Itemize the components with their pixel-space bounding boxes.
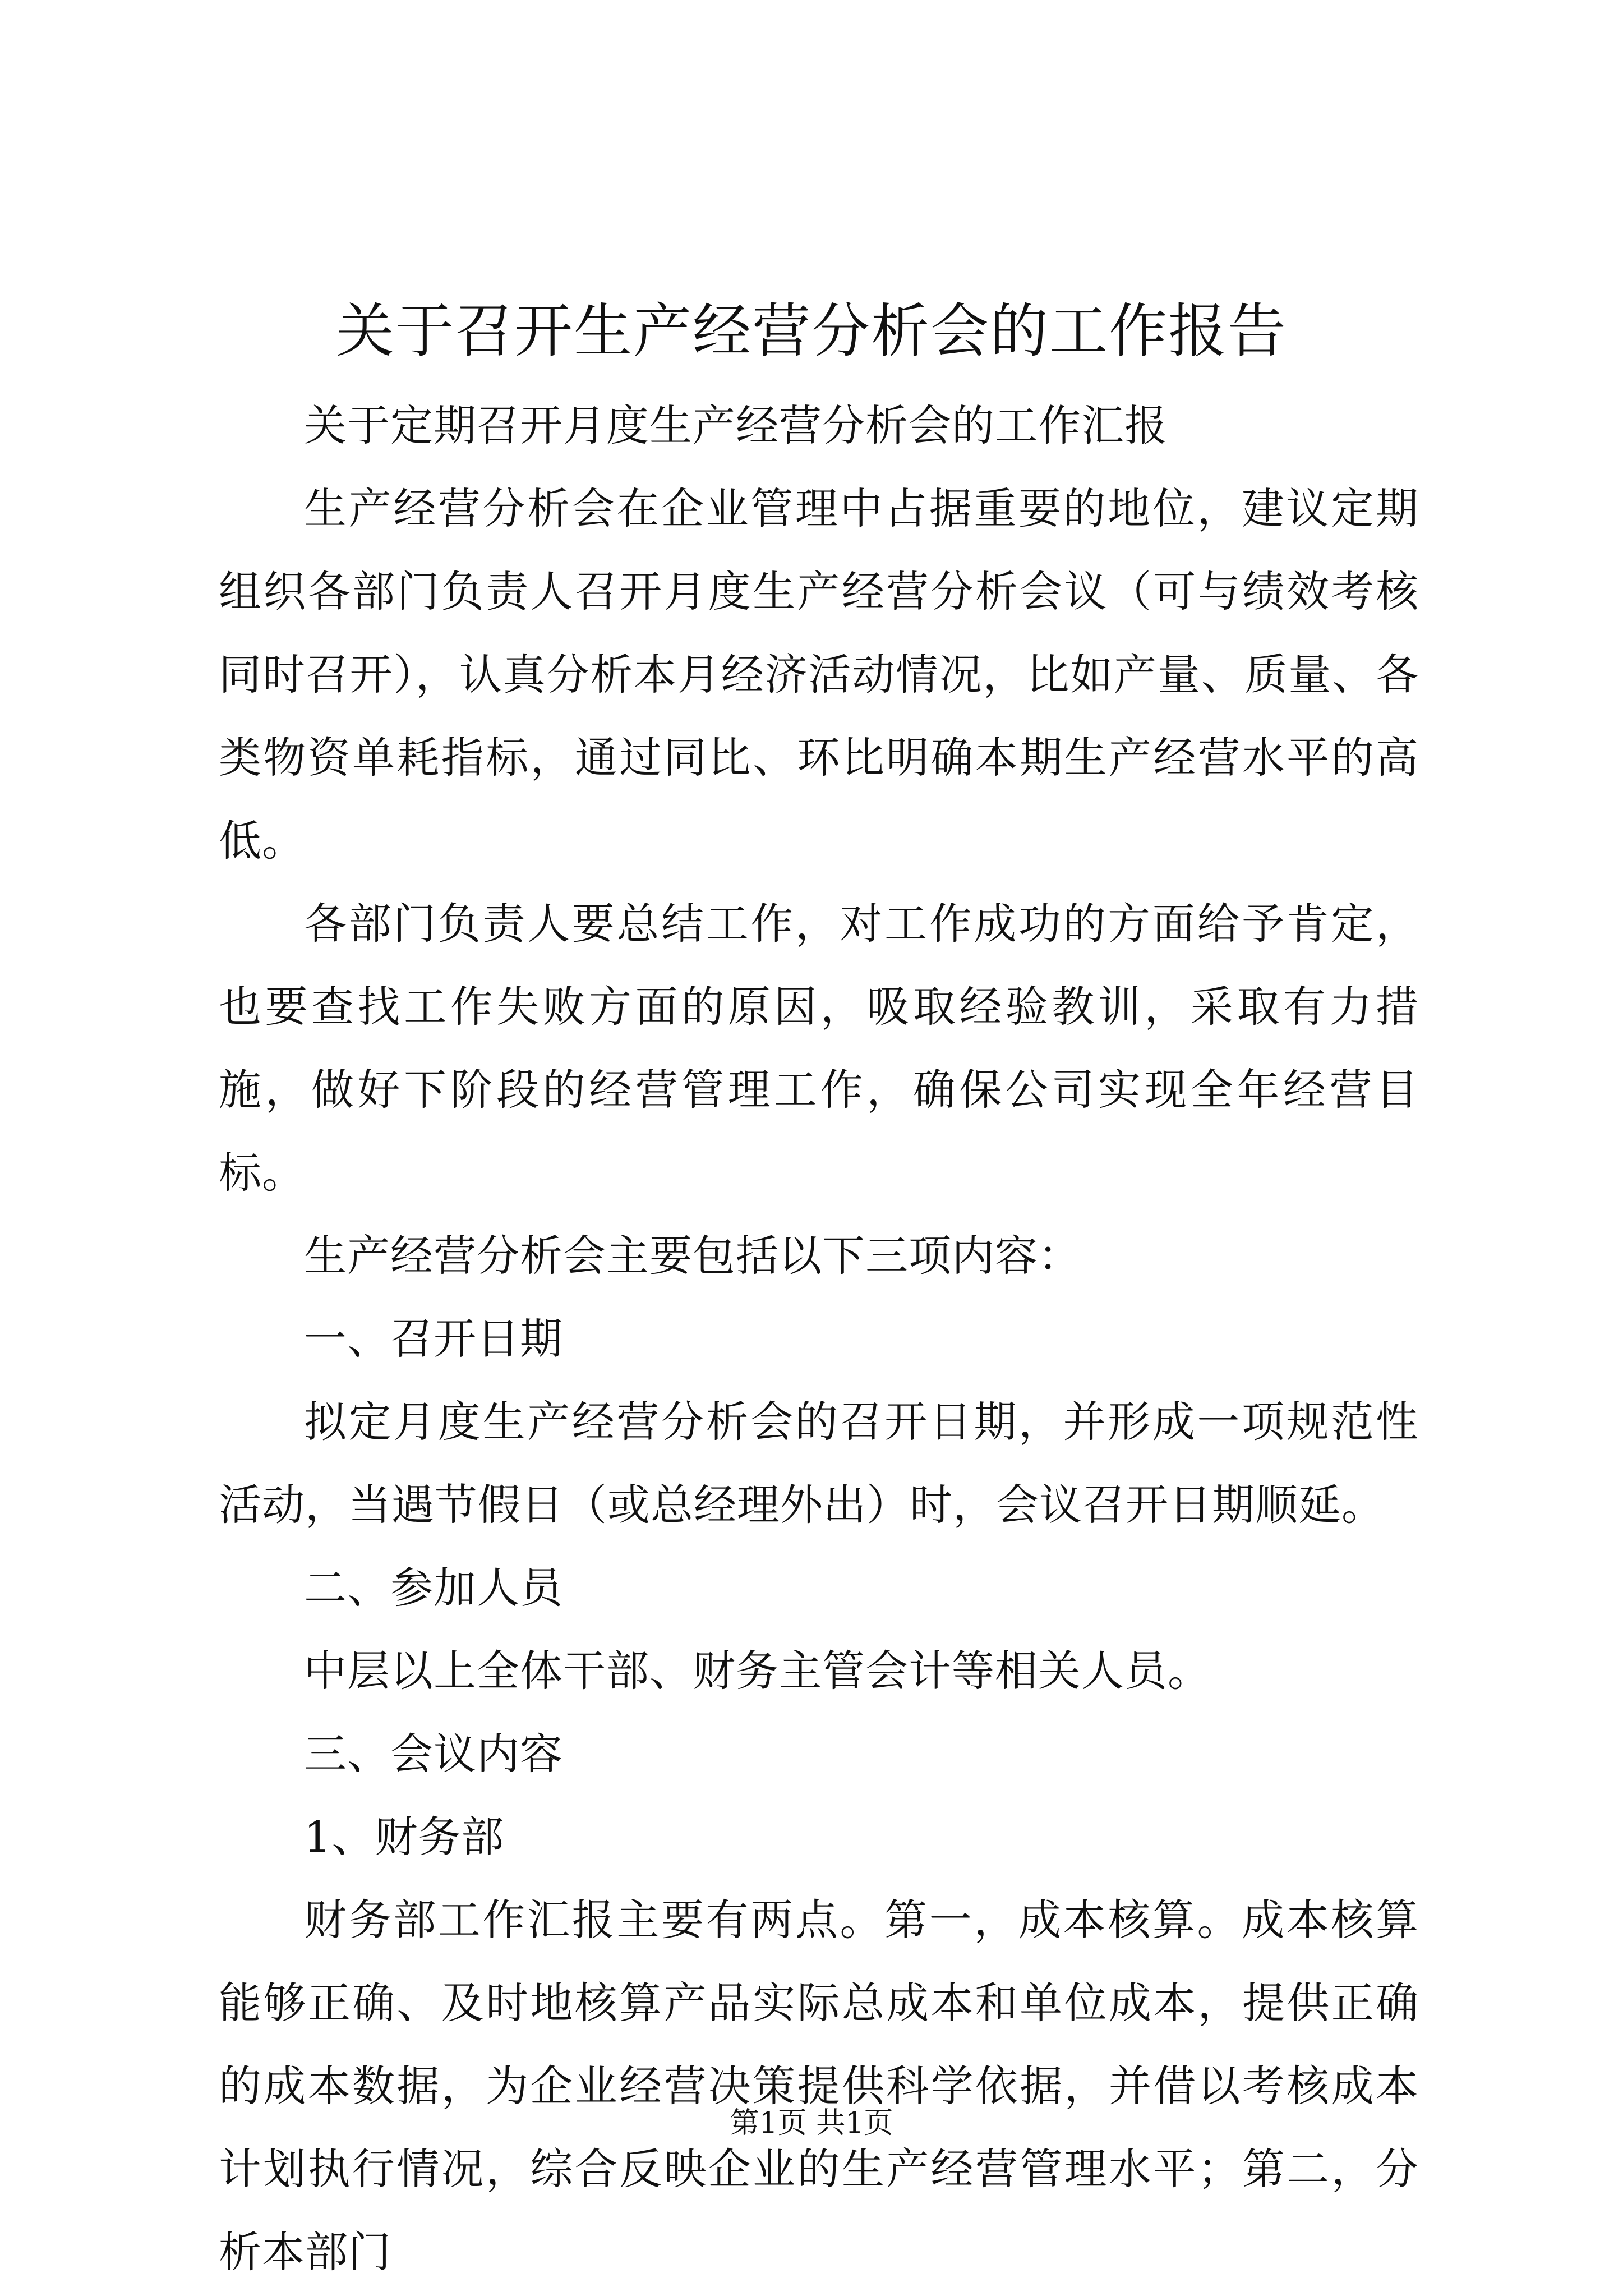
paragraph-subtitle: 关于定期召开月度生产经营分析会的工作汇报 [304, 401, 1168, 450]
section-heading-attendees: 二、参加人员 [304, 1563, 563, 1613]
paragraph-attendees: 中层以上全体干部、财务主管会计等相关人员。 [304, 1646, 1211, 1696]
subsection-heading-finance: 1、财务部 [304, 1812, 505, 1862]
paragraph-intro: 生产经营分析会在企业管理中占据重要的地位，建议定期组织各部门负责人召开月度生产经营分析会议（可与绩效考核同时召开），认真分析本月经济活动情况，比如产量、质量、各类物资单耗指标，通过同比、环比明确本期生产经营水平的高低。 [219, 484, 1419, 866]
section-heading-date: 一、召开日期 [304, 1314, 563, 1364]
paragraph-summary: 各部门负责人要总结工作，对工作成功的方面给予肯定，也要查找工作失败方面的原因，吸取经验教训，采取有力措施，做好下阶段的经营管理工作，确保公司实现全年经营目标。 [219, 899, 1419, 1198]
paragraph-date: 拟定月度生产经营分析会的召开日期，并形成一项规范性活动，当遇节假日（或总经理外出）时，会议召开日期顺延。 [219, 1397, 1419, 1530]
page-footer: 第1页 共1页 [730, 2106, 893, 2140]
document-title: 关于召开生产经营分析会的工作报告 [335, 297, 1287, 365]
document-body [219, 384, 1419, 2294]
section-heading-content: 三、会议内容 [304, 1729, 563, 1779]
paragraph-contents-lead: 生产经营分析会主要包括以下三项内容： [304, 1231, 1081, 1281]
paragraph-finance: 财务部工作汇报主要有两点。第一，成本核算。成本核算能够正确、及时地核算产品实际总成本和单位成本，提供正确的成本数据，为企业经营决策提供科学依据，并借以考核成本计划执行情况，综合反映企业的生产经营管理水平；第二，分析本部门 [219, 1895, 1419, 2277]
